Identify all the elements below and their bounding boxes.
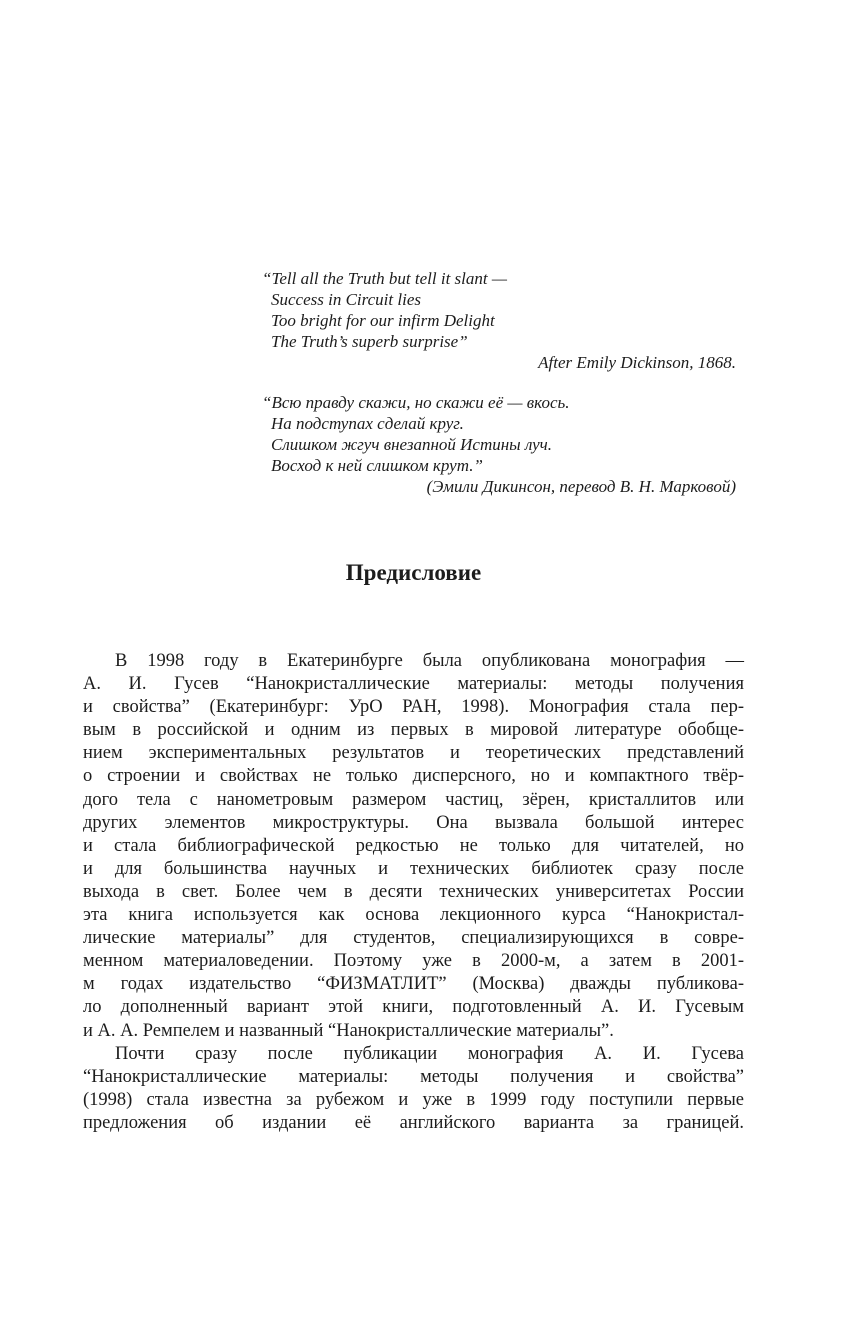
- text-line: и А. А. Ремпелем и названный “Нанокристаллические материалы”.: [83, 1020, 614, 1041]
- epigraph-line: На подступах сделай круг.: [271, 414, 464, 433]
- epigraph-line: Too bright for our infirm Delight: [271, 311, 495, 330]
- epigraph-line: The Truth’s superb surprise”: [271, 332, 468, 351]
- text-line: В 1998 году в Екатеринбурге была опубликована монография —: [115, 651, 744, 671]
- epigraph-english: [262, 268, 736, 373]
- text-line: эта книга используется как основа лекционного курса “Нанокристал-: [83, 905, 744, 926]
- text-line: других элементов микроструктуры. Она вызвала большой интерес: [83, 812, 744, 833]
- text-line: о строении и свойствах не только дисперсного, но и компактного твёр-: [83, 766, 744, 787]
- text-line: “Нанокристаллические материалы: методы получения и свойства”: [83, 1066, 744, 1087]
- epigraph-line: Слишком жгуч внезапной Истины луч.: [271, 435, 553, 454]
- text-line: и стала библиографической редкостью не только для читателей, но: [83, 835, 744, 856]
- epigraph-line: Success in Circuit lies: [271, 290, 421, 309]
- paragraph: [83, 650, 744, 1043]
- text-line: м годах издательство “ФИЗМАТЛИТ” (Москва) дважды публикова-: [83, 974, 744, 995]
- text-line: и свойства” (Екатеринбург: УрО РАН, 1998). Монография стала пер-: [83, 697, 744, 718]
- text-line: выхода в свет. Более чем в десяти технических университетах России: [83, 881, 744, 902]
- text-line: дого тела с нанометровым размером частиц, зёрен, кристаллитов или: [83, 789, 744, 810]
- text-line: ло дополненный вариант этой книги, подготовленный А. И. Гусевым: [83, 997, 744, 1018]
- text-line: менном материаловедении. Поэтому уже в 2000-м, а затем в 2001-: [83, 951, 744, 972]
- epigraph-line: “Tell all the Truth but tell it slant —: [262, 269, 507, 288]
- text-line: А. И. Гусев “Нанокристаллические материалы: методы получения: [83, 674, 744, 695]
- epigraph-line: “Всю правду скажи, но скажи её — вкось.: [262, 393, 570, 412]
- text-line: нием экспериментальных результатов и теоретических представлений: [83, 743, 744, 764]
- text-line: Почти сразу после публикации монография А. И. Гусева: [115, 1043, 744, 1064]
- epigraph-attribution: After Emily Dickinson, 1868.: [538, 353, 736, 372]
- text-line: и для большинства научных и технических библиотек сразу после: [83, 858, 744, 879]
- text-line: вым в российской и одним из первых в мировой литературе обобще-: [83, 720, 744, 741]
- text-line: лические материалы” для студентов, специализирующихся в совре-: [83, 928, 744, 949]
- epigraph-attribution: (Эмили Дикинсон, перевод В. Н. Марковой): [426, 477, 736, 496]
- epigraph-line: Восход к ней слишком крут.”: [271, 456, 483, 475]
- page-title: Предисловие: [345, 560, 482, 585]
- paragraph: [83, 1043, 744, 1135]
- preface-body: [83, 650, 744, 1135]
- text-line: (1998) стала известна за рубежом и уже в 1999 году поступили первые: [83, 1089, 744, 1110]
- text-line: предложения об издании её английского варианта за границей.: [83, 1112, 744, 1133]
- epigraph-russian: [262, 392, 736, 497]
